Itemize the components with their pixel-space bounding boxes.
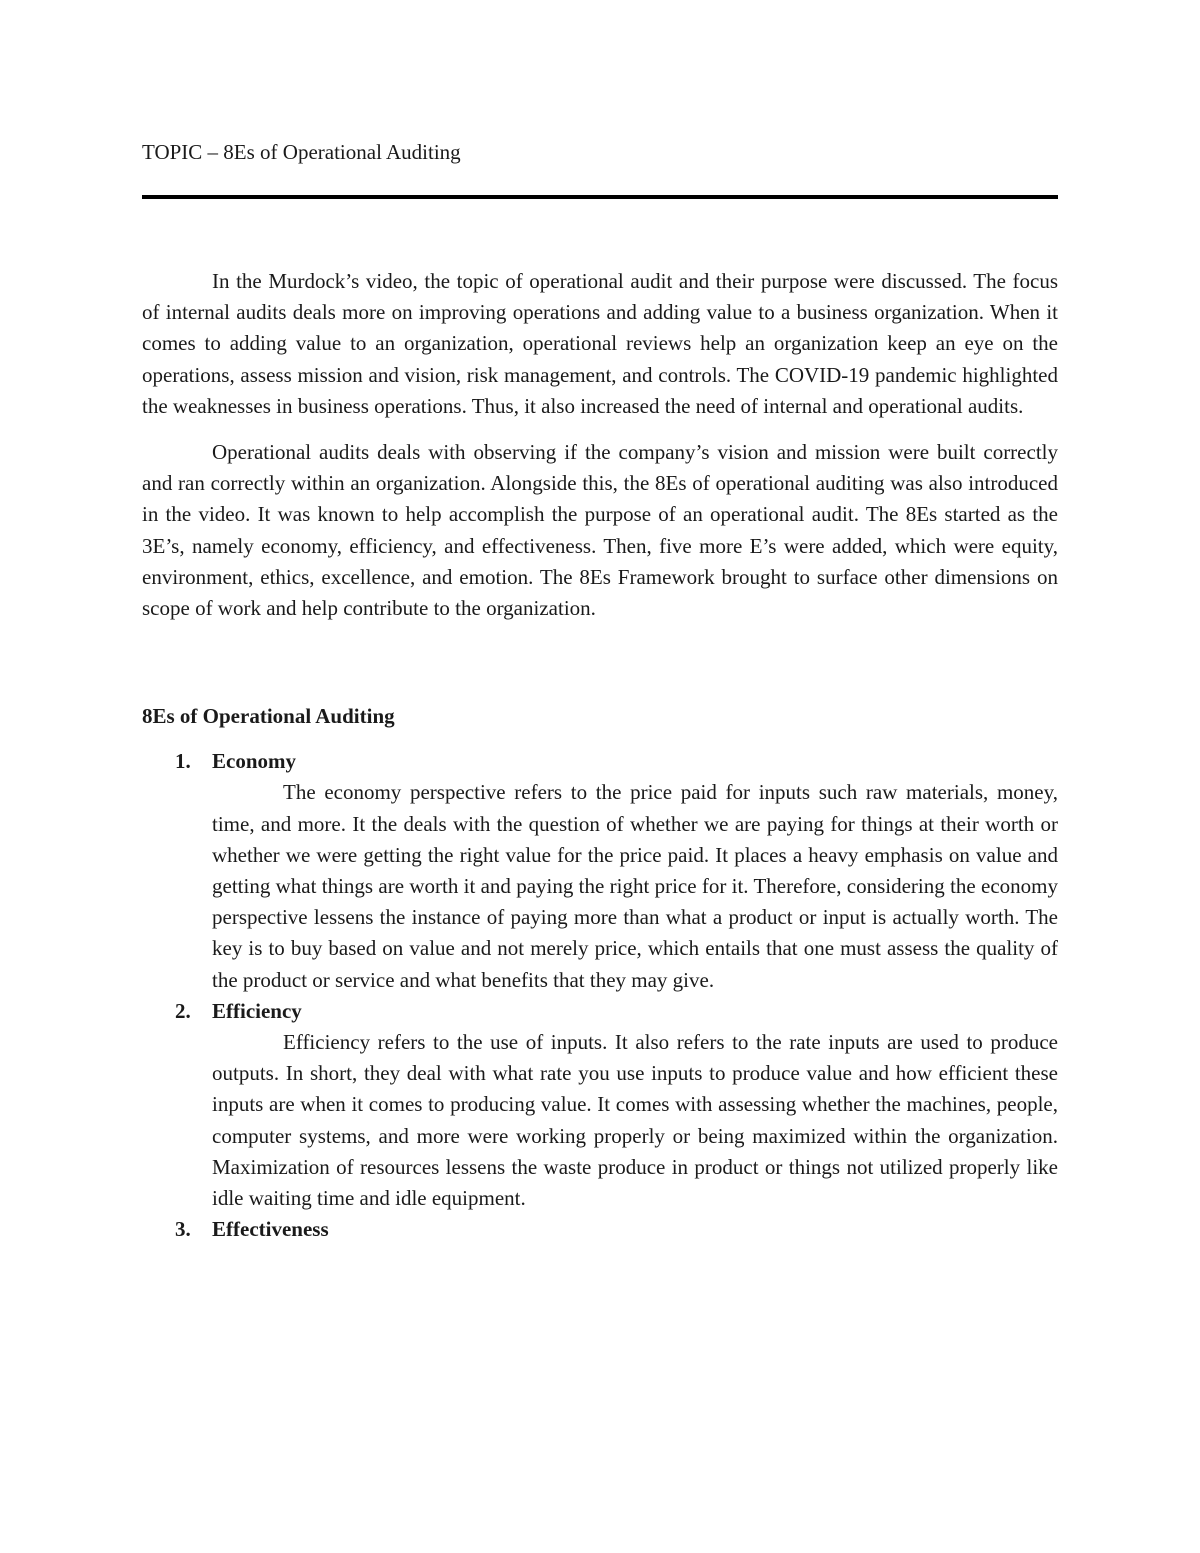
list-item-body: Efficiency refers to the use of inputs. It also refers to the rate inputs are used to produce outputs. In short, they deal with what rate you use inputs to produce value and how efficient these inputs are when it comes to producing value. It comes with assessing whether the machines, people, computer systems, and more were working properly or being maximized within the organization. Maximization of resources lessens the waste produce in product or things not utilized properly like idle waiting time and idle equipment. bbox=[212, 1030, 1058, 1211]
document-page bbox=[142, 138, 1058, 1245]
section-heading: 8Es of Operational Auditing bbox=[142, 704, 395, 729]
list-item-efficiency bbox=[142, 996, 1058, 1214]
list-item-title: Efficiency bbox=[212, 998, 302, 1023]
list-item-economy bbox=[142, 746, 1058, 996]
list-item-number: 2. bbox=[175, 998, 191, 1023]
list-item-title: Effectiveness bbox=[212, 1217, 329, 1242]
list-item-effectiveness bbox=[142, 1214, 1058, 1245]
list-item-number: 1. bbox=[175, 749, 191, 774]
title-divider bbox=[142, 195, 1058, 199]
intro-paragraph-2: Operational audits deals with observing if the company’s vision and mission were built correctly and ran correctly within an organization. Alongside this, the 8Es of operational auditing was also introduced in the video. It was known to help accomplish the purpose of an operational audit. The 8Es started as the 3E’s, namely economy, efficiency, and effectiveness. Then, five more E’s were added, which were equity, environment, ethics, excellence, and emotion. The 8Es Framework brought to surface other dimensions on scope of work and help contribute to the organization. bbox=[142, 440, 1058, 621]
list-item-title: Economy bbox=[212, 749, 296, 774]
list-item-body: The economy perspective refers to the price paid for inputs such raw materials, money, time, and more. It the deals with the question of whether we are paying for things at their worth or whether we were getting the right value for the price paid. It places a heavy emphasis on value and getting what things are worth it and paying the right price for it. Therefore, considering the economy perspective lessens the instance of paying more than what a product or input is actually worth. The key is to buy based on value and not merely price, which entails that one must assess the quality of the product or service and what benefits that they may give. bbox=[212, 780, 1058, 992]
intro-paragraph-1: In the Murdock’s video, the topic of operational audit and their purpose were discussed. The focus of internal audits deals more on improving operations and adding value to a business organization. When it comes to adding value to an organization, operational reviews help an organization keep an eye on the operations, assess mission and vision, risk management, and controls. The COVID-19 pandemic highlighted the weaknesses in business operations. Thus, it also increased the need of internal and operational audits. bbox=[142, 269, 1058, 418]
eight-es-list bbox=[142, 746, 1058, 1245]
list-item-number: 3. bbox=[175, 1217, 191, 1242]
page-title: TOPIC – 8Es of Operational Auditing bbox=[142, 140, 461, 164]
